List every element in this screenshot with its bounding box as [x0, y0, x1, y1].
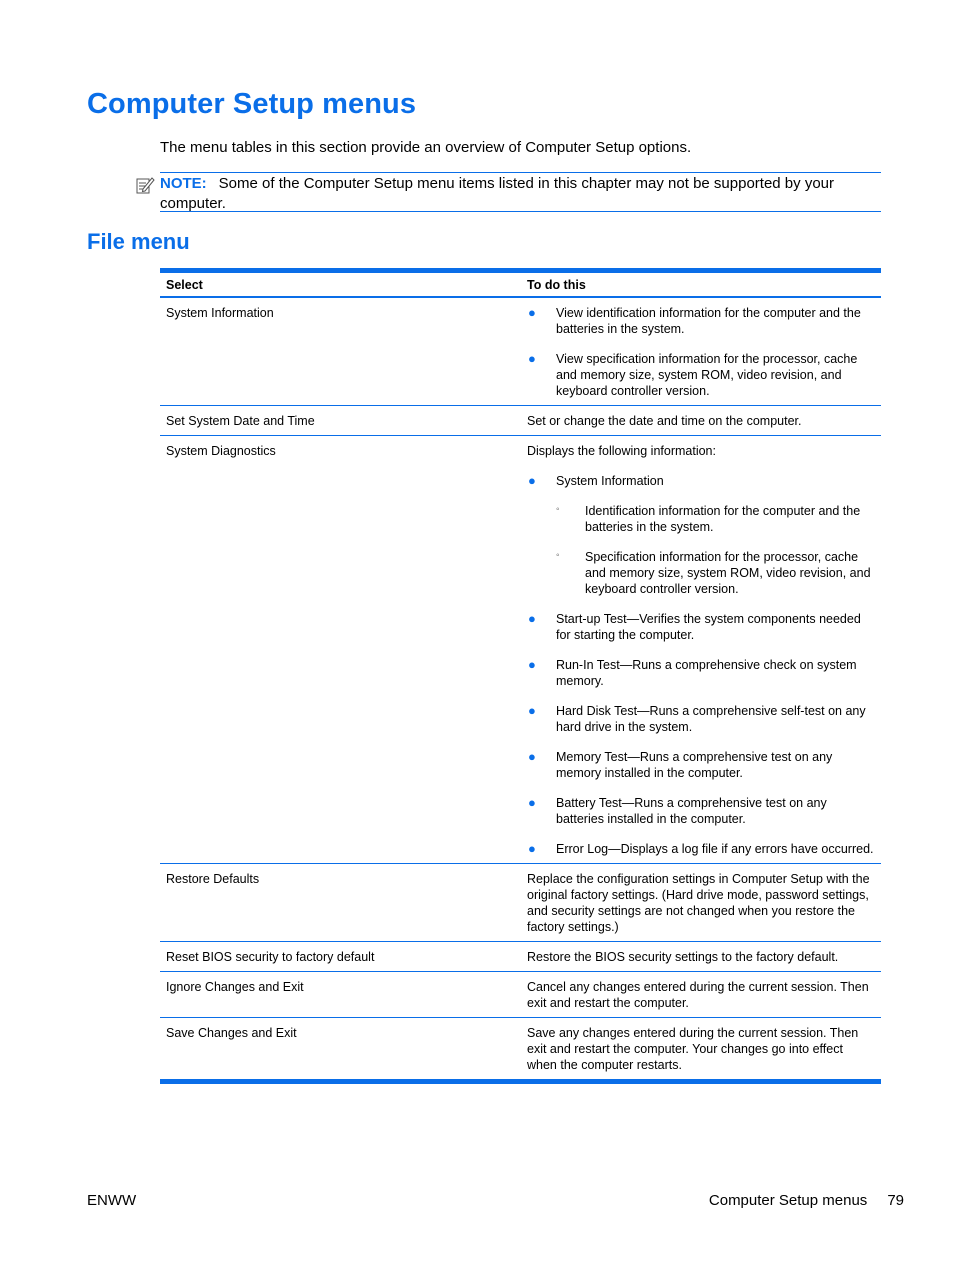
description-cell: Restore the BIOS security settings to the factory default.	[527, 950, 839, 964]
bullet-item: ● View identification information for the computer and the batteries in the system.	[528, 305, 861, 336]
sub-bullet-item: ◦ Specification information for the processor, cache and memory size, system ROM, video revision, and keyboard controller version.	[556, 550, 871, 596]
intro-paragraph: The menu tables in this section provide an overview of Computer Setup options.	[160, 139, 692, 156]
table-row	[160, 942, 881, 972]
bullet-item: ● Battery Test—Runs a comprehensive test on any batteries installed in the computer.	[528, 795, 827, 826]
note-pencil-icon	[135, 175, 155, 195]
page-title: Computer Setup menus	[87, 88, 417, 120]
bullet-item: ● Memory Test—Runs a comprehensive test on any memory installed in the computer.	[528, 749, 833, 780]
file-menu-table	[160, 268, 881, 1084]
note-text: Some of the Computer Setup menu items listed in this chapter may not be supported by your computer.	[160, 175, 834, 212]
select-cell: Save Changes and Exit	[166, 1026, 297, 1040]
bullet-icon: ●	[528, 611, 536, 626]
table-header	[160, 268, 881, 298]
bullet-item: ● View specification information for the processor, cache and memory size, system ROM, video revision, and keyboard controller version.	[528, 351, 858, 398]
bullet-item: ● Start-up Test—Verifies the system components needed for starting the computer.	[528, 611, 861, 642]
section-title: File menu	[87, 229, 190, 254]
select-cell: Ignore Changes and Exit	[166, 980, 304, 994]
table-row	[160, 972, 881, 1018]
bullet-icon: ●	[528, 841, 536, 856]
select-cell: System Information	[166, 306, 274, 320]
description-cell: Set or change the date and time on the computer.	[527, 414, 802, 428]
bullet-icon: ●	[528, 749, 536, 764]
sub-bullet-icon: ◦	[556, 550, 560, 561]
bullet-icon: ●	[528, 795, 536, 810]
description-cell: Cancel any changes entered during the current session. Then exit and restart the computer.	[527, 980, 869, 1010]
bullet-icon: ●	[528, 657, 536, 672]
description-cell: Save any changes entered during the current session. Then exit and restart the computer. Your changes go into effect when the computer restarts.	[527, 1026, 859, 1072]
description-intro: Displays the following information:	[527, 444, 716, 458]
table-row	[160, 864, 881, 942]
bullet-item: ● Run-In Test—Runs a comprehensive check on system memory.	[528, 657, 857, 688]
bullet-item: ● Error Log—Displays a log file if any errors have occurred.	[528, 841, 874, 856]
bullet-item: ● System Information	[528, 473, 664, 488]
select-cell: System Diagnostics	[166, 444, 276, 458]
bullet-icon: ●	[528, 351, 536, 366]
table-row	[160, 406, 881, 436]
description-cell	[521, 298, 881, 405]
header-select: Select	[166, 277, 203, 292]
sub-bullet-icon: ◦	[556, 504, 560, 515]
table-row	[160, 436, 881, 864]
sub-bullet-item: ◦ Identification information for the computer and the batteries in the system.	[556, 504, 861, 534]
footer-section-title: Computer Setup menus	[708, 1192, 868, 1209]
bullet-icon: ●	[528, 703, 536, 718]
select-cell: Set System Date and Time	[166, 414, 315, 428]
table-row	[160, 1018, 881, 1084]
note-label: NOTE:	[160, 175, 207, 192]
bullet-item: ● Hard Disk Test—Runs a comprehensive self-test on any hard drive in the system.	[528, 703, 866, 734]
bullet-icon: ●	[528, 473, 536, 488]
footer-right	[709, 1192, 904, 1209]
description-cell	[521, 436, 881, 863]
select-cell: Restore Defaults	[166, 872, 260, 886]
select-cell: Reset BIOS security to factory default	[166, 950, 375, 964]
description-cell: Replace the configuration settings in Computer Setup with the original factory settings. (Hard drive mode, password settings, and security settings are not changed when you restore the factory settings.)	[527, 872, 870, 934]
note-box	[160, 172, 881, 212]
footer-left: ENWW	[87, 1192, 137, 1209]
table-row	[160, 298, 881, 406]
header-to-do-this: To do this	[527, 277, 586, 292]
bullet-icon: ●	[528, 305, 536, 320]
page-number: 79	[887, 1192, 904, 1209]
